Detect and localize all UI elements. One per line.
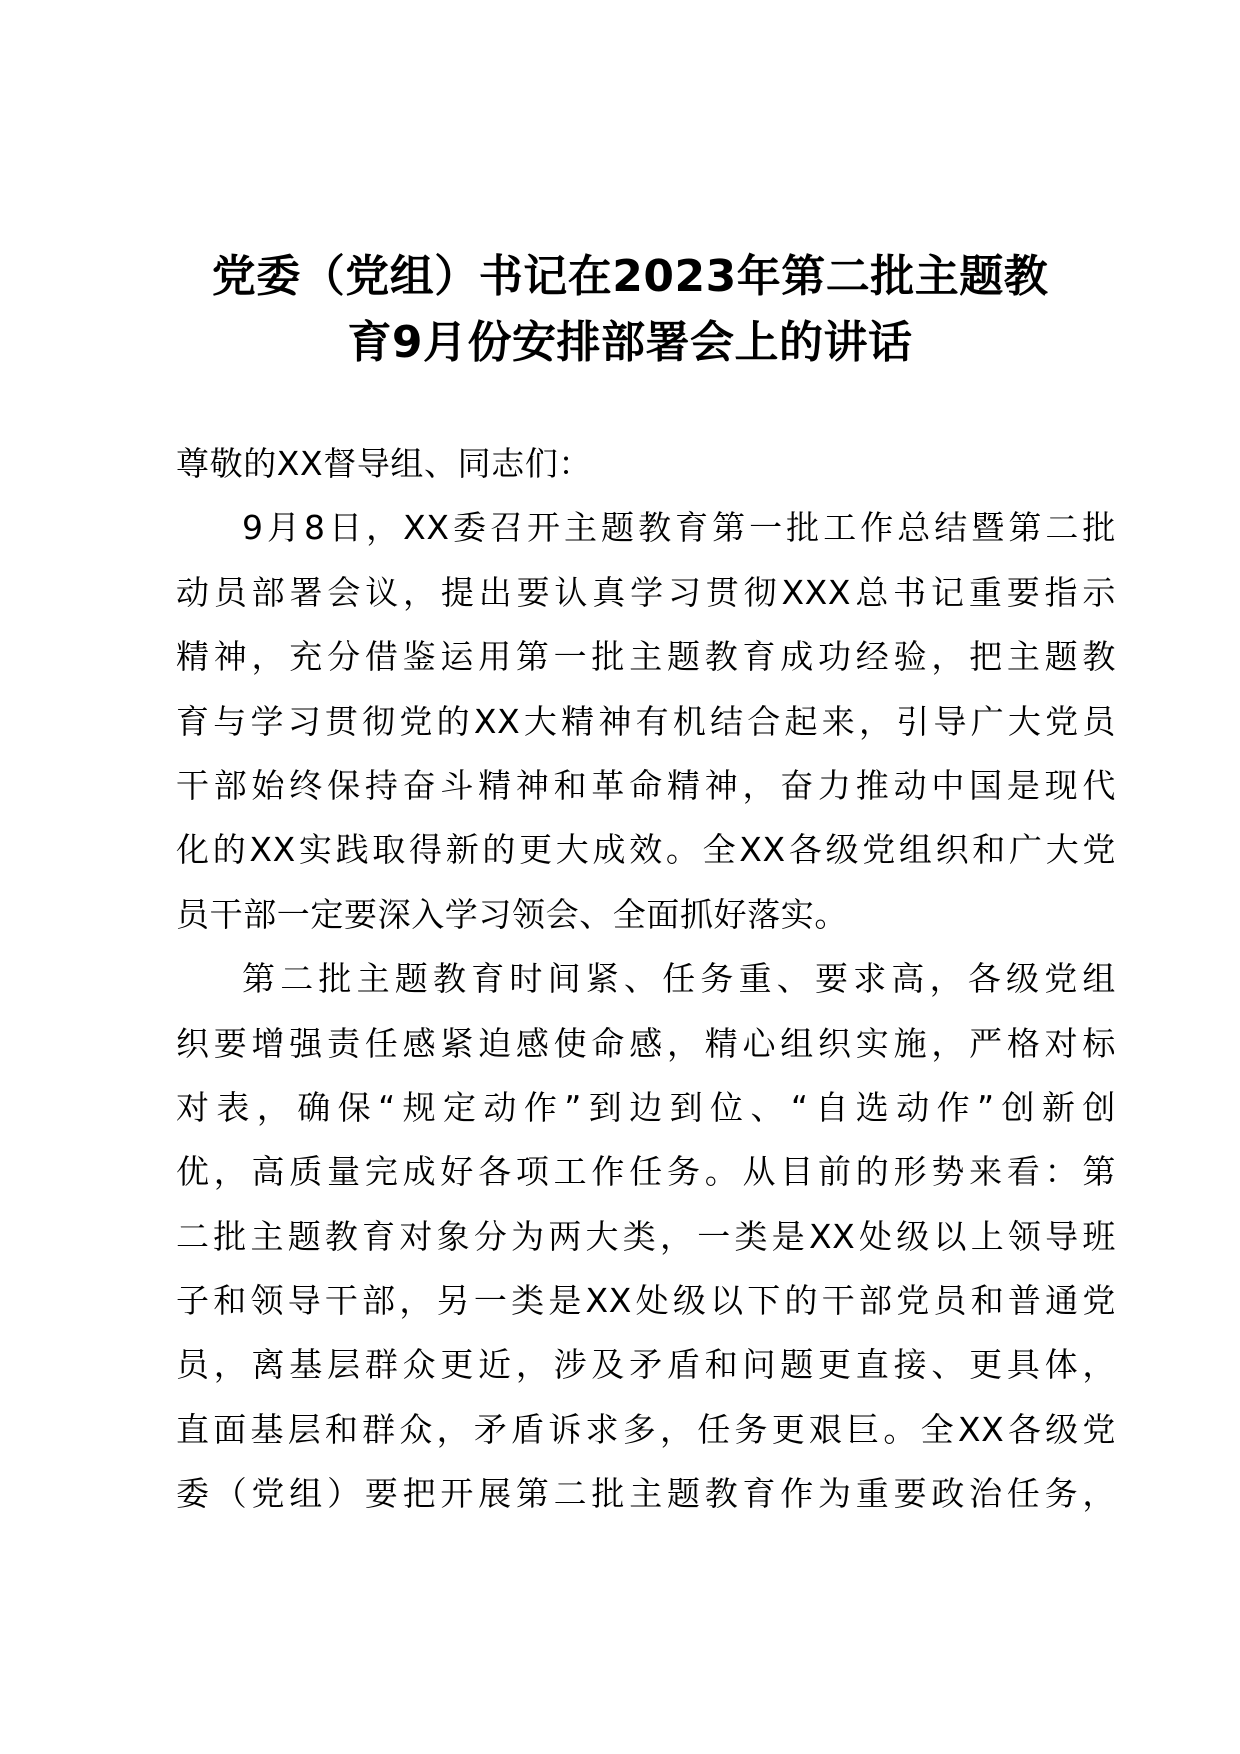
document-title <box>160 244 1100 376</box>
paragraph-2-line-8: 直面基层和群众，矛盾诉求多，任务更艰巨。全XX各级党 <box>176 1409 1116 1449</box>
paragraph-2-line-4: 优，高质量完成好各项工作任务。从目前的形势来看：第 <box>176 1152 1116 1192</box>
paragraph-1-line-6: 化的XX实践取得新的更大成效。全XX各级党组织和广大党 <box>176 830 1116 870</box>
title-line-1: 党委（党组）书记在2023年第二批主题教 <box>211 251 1049 302</box>
paragraph-2-line-9: 委（党组）要把开展第二批主题教育作为重要政治任务， <box>176 1474 1116 1514</box>
paragraph-2-line-6: 子和领导干部，另一类是XX处级以下的干部党员和普通党 <box>176 1281 1116 1321</box>
paragraph-1-line-1: 9月8日，XX委召开主题教育第一批工作总结暨第二批 <box>242 508 1116 548</box>
document-body <box>176 432 1116 1527</box>
paragraph-2-line-1: 第二批主题教育时间紧、任务重、要求高，各级党组 <box>242 959 1116 999</box>
paragraph-2-line-3: 对表，确保“规定动作”到边到位、“自选动作”创新创 <box>176 1087 1116 1127</box>
paragraph-2-line-2: 织要增强责任感紧迫感使命感，精心组织实施，严格对标 <box>176 1023 1116 1063</box>
title-line-2: 育9月份安排部署会上的讲话 <box>347 317 913 368</box>
paragraph-1-line-7: 员干部一定要深入学习领会、全面抓好落实。 <box>176 894 848 934</box>
paragraph-1-line-2: 动员部署会议，提出要认真学习贯彻XXX总书记重要指示 <box>176 572 1116 612</box>
salutation-line: 尊敬的XX督导组、同志们： <box>176 444 593 483</box>
paragraph-1-line-3: 精神，充分借鉴运用第一批主题教育成功经验，把主题教 <box>176 637 1116 677</box>
paragraph-2-line-7: 员，离基层群众更近，涉及矛盾和问题更直接、更具体， <box>176 1345 1116 1385</box>
paragraph-1-line-5: 干部始终保持奋斗精神和革命精神，奋力推动中国是现代 <box>176 765 1116 805</box>
paragraph-1-line-4: 育与学习贯彻党的XX大精神有机结合起来，引导广大党员 <box>176 701 1116 741</box>
paragraph-2-line-5: 二批主题教育对象分为两大类，一类是XX处级以上领导班 <box>176 1216 1116 1256</box>
